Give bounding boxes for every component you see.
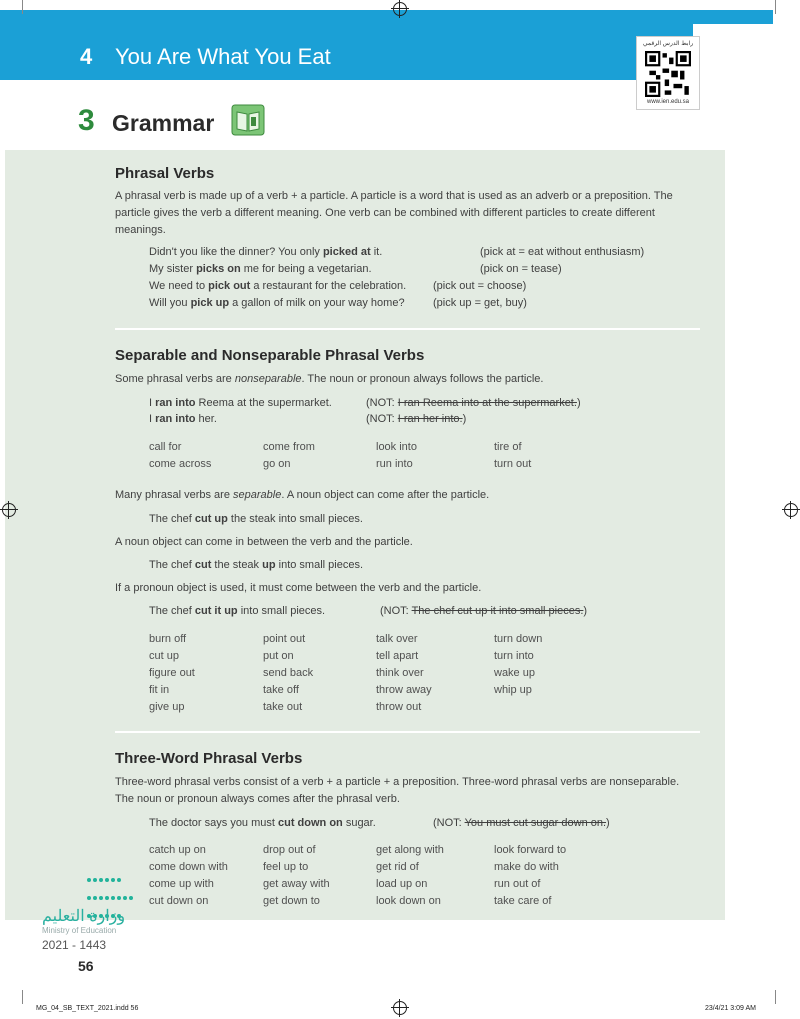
verb-list-item: burn off: [149, 633, 187, 645]
verb-list-item: run into: [376, 458, 413, 470]
nonseparable-intro: Some phrasal verbs are nonseparable. The noun or pronoun always follows the particle.: [115, 373, 544, 385]
qr-code-icon: [645, 51, 691, 97]
example-sentence: My sister picks on me for being a vegetarian.: [149, 263, 372, 275]
crop-mark: [775, 0, 776, 14]
verb-list-item: feel up to: [263, 861, 309, 873]
verb-list-item: send back: [263, 667, 314, 679]
verb-list-item: throw out: [376, 701, 422, 713]
crop-mark: [22, 0, 23, 14]
example-sentence: The chef cut up the steak into small pieces.: [149, 513, 363, 525]
rule-text: If a pronoun object is used, it must come between the verb and the particle.: [115, 582, 482, 594]
registration-mark-icon: [393, 2, 407, 16]
qr-label: رابط الدرس الرقمي: [642, 41, 694, 47]
verb-list-item: take off: [263, 684, 299, 696]
example-gloss: (pick on = tease): [480, 263, 562, 275]
qr-url: www.ien.edu.sa: [646, 99, 690, 105]
registration-mark-icon: [393, 1001, 407, 1015]
verb-list-item: drop out of: [263, 844, 316, 856]
phrasal-verbs-heading: Phrasal Verbs: [115, 165, 215, 182]
verb-list-item: catch up on: [149, 844, 206, 856]
verb-list-item: come up with: [149, 878, 214, 890]
incorrect-example: (NOT: I ran Reema into at the supermarket.): [366, 397, 581, 409]
verb-list-item: load up on: [376, 878, 428, 890]
example-sentence: The chef cut the steak up into small pieces.: [149, 559, 364, 571]
separable-heading: Separable and Nonseparable Phrasal Verbs: [115, 347, 425, 364]
verb-list-item: talk over: [376, 633, 418, 645]
chapter-banner: [0, 10, 693, 80]
chapter-title: You Are What You Eat: [115, 44, 331, 69]
verb-list-item: turn into: [494, 650, 534, 662]
verb-list-item: run out of: [494, 878, 541, 890]
ministry-name-english: Ministry of Education: [42, 926, 117, 935]
chapter-number: 4: [80, 44, 93, 69]
verb-list-item: put on: [263, 650, 294, 662]
verb-list-item: come across: [149, 458, 212, 470]
example-gloss: (pick at = eat without enthusiasm): [480, 246, 645, 258]
example-sentence: We need to pick out a restaurant for the celebration.: [149, 280, 407, 292]
verb-list-item: come down with: [149, 861, 228, 873]
incorrect-example: (NOT: I ran her into.): [366, 413, 467, 425]
verb-list-item: tell apart: [376, 650, 419, 662]
verb-list-item: give up: [149, 701, 185, 713]
separable-intro: Many phrasal verbs are separable. A noun object can come after the particle.: [115, 489, 490, 501]
three-word-paragraph: Three-word phrasal verbs consist of a verb + a particle + a preposition. Three-word phrasal verbs are nonseparable. The noun or pronoun always comes after the phrasal verb.: [115, 776, 680, 805]
verb-list-item: get away with: [263, 878, 330, 890]
section-number: 3: [78, 104, 95, 137]
verb-list-item: get rid of: [376, 861, 419, 873]
academic-year: 2021 - 1443: [42, 938, 107, 952]
crop-mark: [22, 990, 23, 1004]
verb-list-item: look down on: [376, 895, 441, 907]
verb-list-item: fit in: [149, 684, 170, 696]
verb-list-item: take out: [263, 701, 303, 713]
section-divider: [115, 731, 700, 733]
incorrect-example: (NOT: You must cut sugar down on.): [433, 817, 610, 829]
verb-list-item: take care of: [494, 895, 552, 907]
page-number: 56: [78, 958, 94, 974]
example-gloss: (pick out = choose): [433, 280, 527, 292]
verb-list-item: cut down on: [149, 895, 209, 907]
verb-list-item: point out: [263, 633, 306, 645]
registration-mark-icon: [2, 503, 16, 517]
verb-list-item: turn out: [494, 458, 532, 470]
example-sentence: Didn't you like the dinner? You only picked at it.: [149, 246, 383, 258]
verb-list-item: tire of: [494, 441, 522, 453]
three-word-heading: Three-Word Phrasal Verbs: [115, 750, 303, 767]
verb-list-item: throw away: [376, 684, 432, 696]
verb-list-item: come from: [263, 441, 315, 453]
example-sentence: The doctor says you must cut down on sugar.: [149, 817, 376, 829]
incorrect-example: (NOT: The chef cut up it into small pieces.): [380, 605, 588, 617]
verb-list-item: wake up: [494, 667, 535, 679]
banner-extension: [693, 10, 773, 24]
example-sentence: Will you pick up a gallon of milk on your way home?: [149, 297, 405, 309]
verb-list-item: make do with: [494, 861, 559, 873]
verb-list-item: look forward to: [494, 844, 567, 856]
ministry-name-arabic: وزارة التعليم: [42, 908, 126, 925]
book-icon: [231, 104, 265, 136]
verb-list-item: get along with: [376, 844, 444, 856]
verb-list-item: think over: [376, 667, 424, 679]
crop-mark: [775, 990, 776, 1004]
rule-text: A noun object can come in between the verb and the particle.: [115, 536, 413, 548]
example-sentence: I ran into her.: [149, 413, 217, 425]
verb-list-item: cut up: [149, 650, 179, 662]
file-name: MG_04_SB_TEXT_2021.indd 56: [36, 1005, 139, 1012]
example-sentence: The chef cut it up into small pieces.: [149, 605, 326, 617]
registration-mark-icon: [784, 503, 798, 517]
example-sentence: I ran into Reema at the supermarket.: [149, 397, 332, 409]
print-date: 23/4/21 3:09 AM: [705, 1005, 756, 1012]
verb-list-item: look into: [376, 441, 417, 453]
verb-list-item: get down to: [263, 895, 320, 907]
verb-list-item: whip up: [494, 684, 532, 696]
verb-list-item: figure out: [149, 667, 195, 679]
verb-list-item: turn down: [494, 633, 543, 645]
section-title: Grammar: [112, 110, 215, 136]
section-divider: [115, 328, 700, 330]
example-gloss: (pick up = get, buy): [433, 297, 527, 309]
verb-list-item: go on: [263, 458, 291, 470]
phrasal-verbs-paragraph: A phrasal verb is made up of a verb + a particle. A particle is a word that is used as an adverb or a preposition. The particle gives the verb a different meaning. One verb can be combined with different particles to create different meanings.: [115, 190, 673, 236]
qr-code-box[interactable]: [636, 36, 700, 110]
verb-list-item: call for: [149, 441, 182, 453]
